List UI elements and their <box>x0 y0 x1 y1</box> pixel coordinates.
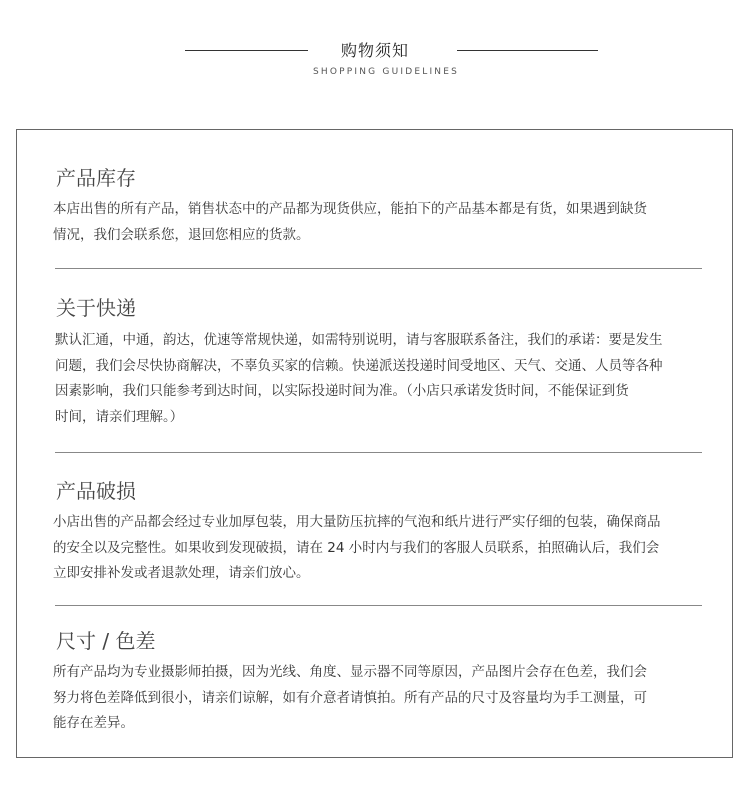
section-text-delivery <box>55 328 663 430</box>
section-line: 问题，我们会尽快协商解决，不辜负买家的信赖。快递派送投递时间受地区、天气、交通、人员等各种 <box>55 357 663 374</box>
section-line: 努力将色差降低到很小，请亲们谅解，如有介意者请慎拍。所有产品的尺寸及容量均为手工测量，可 <box>53 689 647 706</box>
section-divider <box>55 268 702 269</box>
section-line: 情况，我们会联系您，退回您相应的货款。 <box>53 226 310 243</box>
section-line: 默认汇通，中通，韵达，优速等常规快递，如需特别说明，请与客服联系备注，我们的承诺：要是发生 <box>55 332 663 348</box>
header <box>0 0 750 110</box>
section-title-delivery: 关于快递 <box>56 296 136 320</box>
section-line: 时间，请亲们理解。） <box>55 408 184 425</box>
section-text-size-color <box>53 660 647 737</box>
section-line: 立即安排补发或者退款处理，请亲们放心。 <box>53 565 310 581</box>
section-line: 所有产品均为专业摄影师拍摄，因为光线、角度、显示器不同等原因，产品图片会存在色差，我们会 <box>53 664 647 680</box>
section-title-damage: 产品破损 <box>56 479 136 503</box>
section-text-damage <box>53 510 661 587</box>
section-line: 小店出售的产品都会经过专业加厚包装，用大量防压抗摔的气泡和纸片进行严实仔细的包装，确保商品 <box>53 514 661 530</box>
section-line: 的安全以及完整性。如果收到发现破损，请在 24 小时内与我们的客服人员联系，拍照确认后，我们会 <box>53 539 660 556</box>
section-line: 因素影响，我们只能参考到达时间，以实际投递时间为准。（小店只承诺发货时间，不能保证到货 <box>55 383 629 399</box>
page-subtitle: SHOPPING GUIDELINES <box>312 67 460 77</box>
page-title: 购物须知 <box>340 41 409 60</box>
section-divider <box>55 605 702 606</box>
section-divider <box>55 452 702 453</box>
section-line: 能存在差异。 <box>53 715 134 731</box>
section-line: 本店出售的所有产品，销售状态中的产品都为现货供应，能拍下的产品基本都是有货，如果遇到缺货 <box>53 201 647 217</box>
header-divider-right <box>457 50 598 51</box>
section-title-stock: 产品库存 <box>56 166 136 190</box>
section-title-size-color: 尺寸 / 色差 <box>56 629 156 653</box>
section-text-stock <box>53 197 647 248</box>
